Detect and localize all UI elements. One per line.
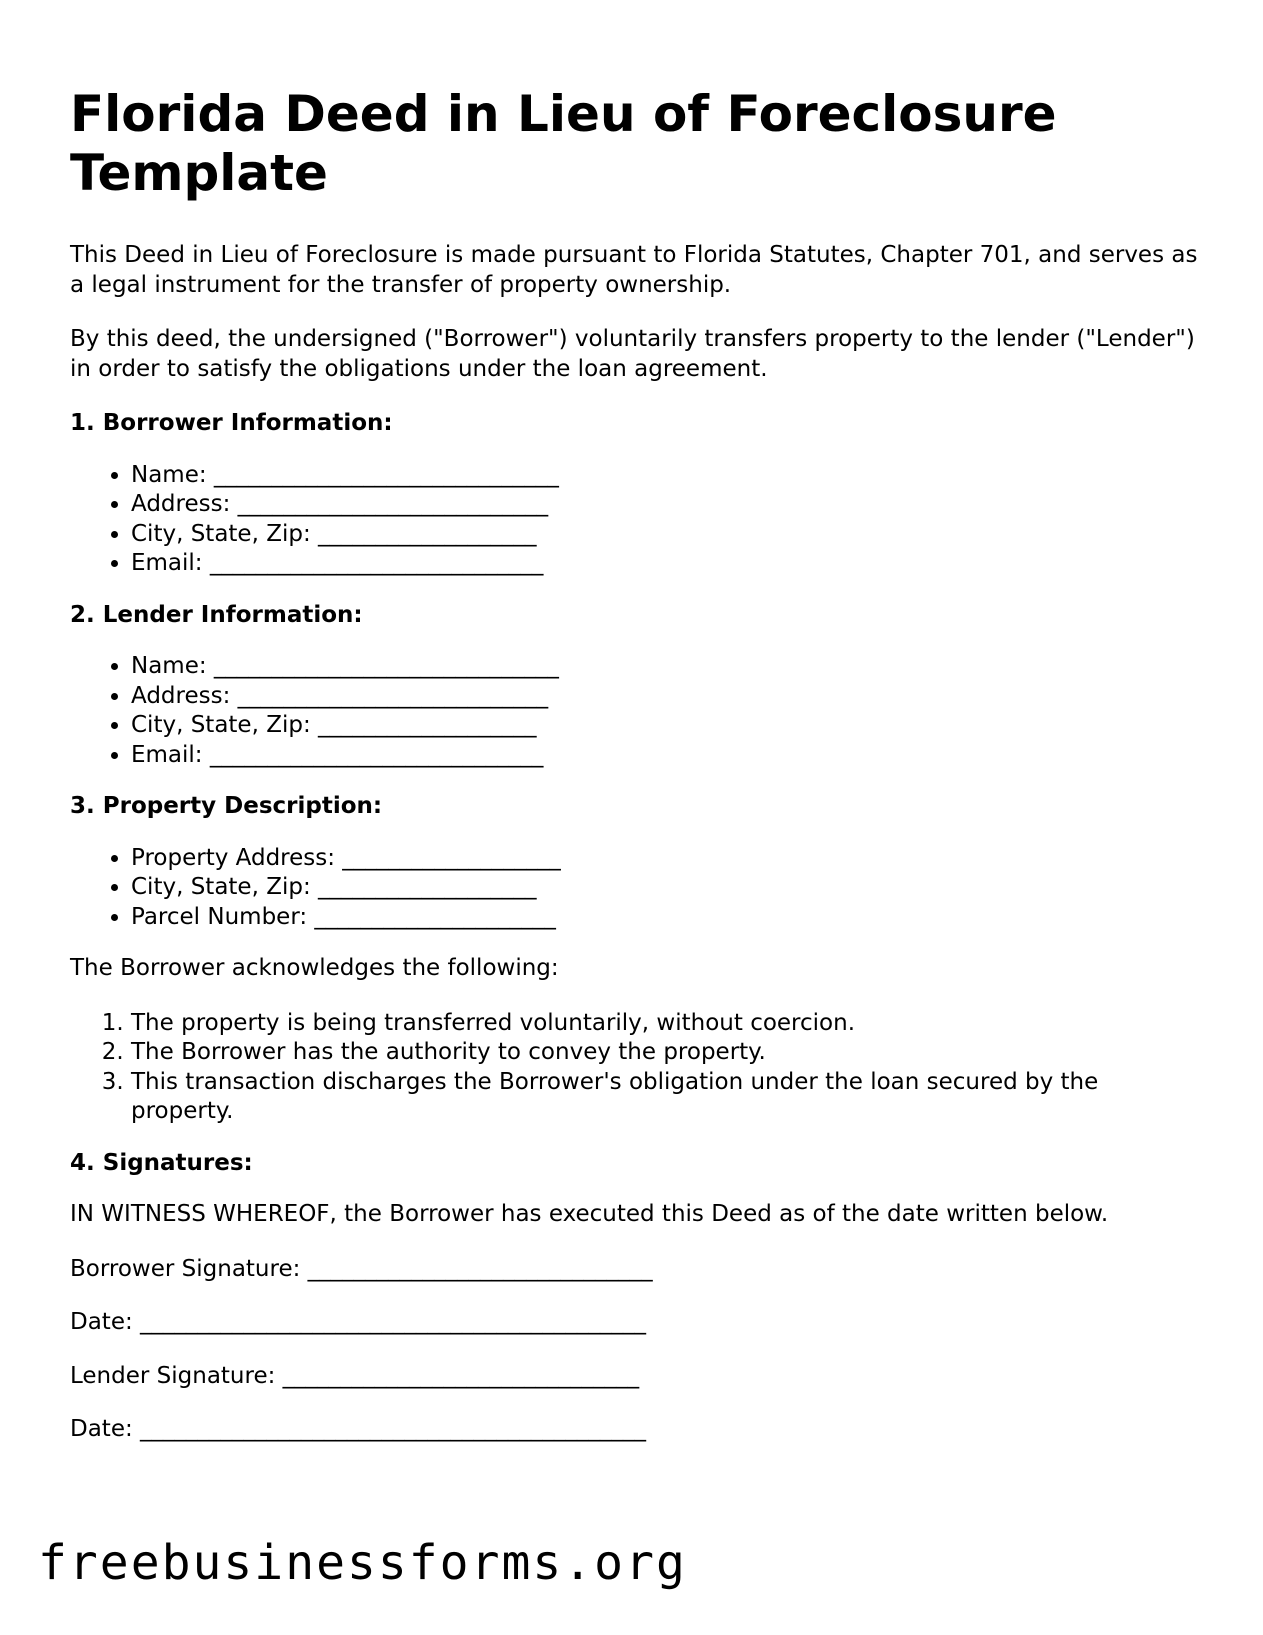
- acknowledge-list: [70, 1009, 1200, 1127]
- borrower-address-field: • Address: ___________________________: [131, 490, 1200, 520]
- property-city-state-zip-field: • City, State, Zip: ___________________: [131, 873, 1200, 903]
- document-page: [70, 85, 1200, 1469]
- property-section-heading: 3. Property Description:: [70, 793, 383, 819]
- signatures-section-heading: 4. Signatures:: [70, 1149, 253, 1176]
- property-address-field: • Property Address: ___________________: [131, 844, 1200, 874]
- lender-email-field: • Email: _____________________________: [131, 741, 1200, 771]
- borrower-city-state-zip-field: • City, State, Zip: ___________________: [131, 520, 1200, 550]
- witness-statement: IN WITNESS WHEREOF, the Borrower has executed this Deed as of the date written below.: [70, 1201, 1109, 1227]
- intro-paragraph-1: This Deed in Lieu of Foreclosure is made pursuant to Florida Statutes, Chapter 701, and serves as a legal instrument for the transfer of property ownership.: [70, 242, 1198, 298]
- site-watermark: freebusinessforms.org: [38, 1535, 687, 1591]
- page-title: Florida Deed in Lieu of Foreclosure Template: [70, 85, 1057, 202]
- acknowledge-item: 2. The Borrower has the authority to convey the property.: [131, 1038, 1200, 1068]
- lender-signature-line: Lender Signature: _______________________________: [70, 1362, 640, 1389]
- acknowledge-item: 3. This transaction discharges the Borrower's obligation under the loan secured by the property.: [131, 1068, 1200, 1127]
- borrower-date-line: Date: ____________________________________________: [70, 1309, 647, 1335]
- lender-section-heading: 2. Lender Information:: [70, 601, 363, 628]
- lender-address-field: • Address: ___________________________: [131, 682, 1200, 712]
- lender-fields-list: [70, 652, 1200, 770]
- borrower-name-field: • Name: ______________________________: [131, 461, 1200, 491]
- acknowledge-item: 1. The property is being transferred voluntarily, without coercion.: [131, 1009, 1200, 1039]
- borrower-email-field: • Email: _____________________________: [131, 549, 1200, 579]
- lender-city-state-zip-field: • City, State, Zip: ___________________: [131, 711, 1200, 741]
- acknowledge-lead: The Borrower acknowledges the following:: [70, 955, 559, 981]
- intro-paragraph-2: By this deed, the undersigned ("Borrower") voluntarily transfers property to the lender ("Lender") in order to satisfy the obligations under the loan agreement.: [70, 326, 1195, 382]
- borrower-fields-list: [70, 461, 1200, 579]
- borrower-signature-line: Borrower Signature: ______________________________: [70, 1255, 653, 1282]
- lender-name-field: • Name: ______________________________: [131, 652, 1200, 682]
- property-fields-list: [70, 844, 1200, 933]
- property-parcel-number-field: • Parcel Number: _____________________: [131, 903, 1200, 933]
- borrower-section-heading: 1. Borrower Information:: [70, 410, 393, 436]
- lender-date-line: Date: ____________________________________________: [70, 1416, 647, 1442]
